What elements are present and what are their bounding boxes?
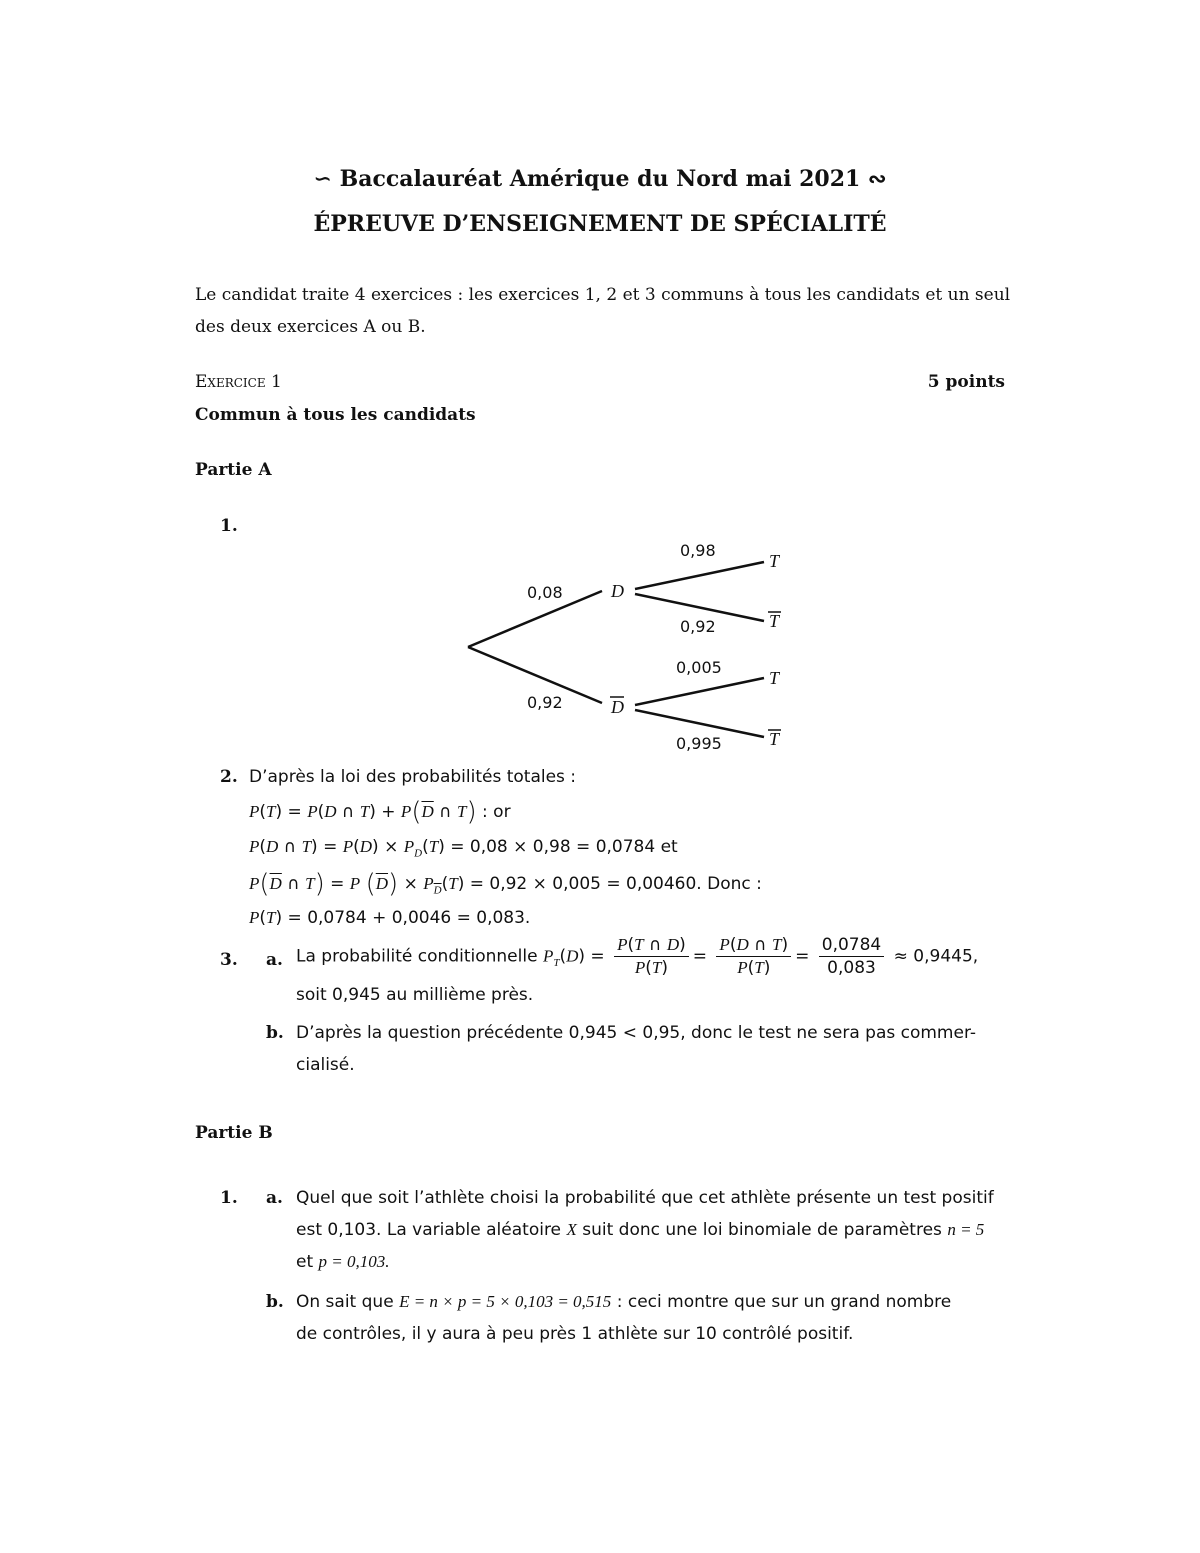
prob-notT-given-D: 0,92 — [680, 617, 716, 636]
exercise-points: 5 points — [927, 372, 1005, 392]
partB-a-label: a. — [266, 1188, 283, 1208]
prob-D: 0,08 — [527, 583, 563, 602]
prob-T-given-D: 0,98 — [680, 541, 716, 560]
partB-a-line-1: Quel que soit l’athlète choisi la probabilité que cet athlète présente un test positif — [296, 1188, 994, 1208]
ornament-right: ∾ — [868, 166, 887, 192]
partA-title: Partie A — [195, 460, 272, 480]
ornament-left: ∽ — [313, 166, 332, 192]
q3b-label: b. — [266, 1023, 284, 1043]
q2-line-2-end: = 0,08 × 0,98 = 0,0784 et — [450, 837, 678, 857]
title-text: Baccalauréat Amérique du Nord mai 2021 — [339, 166, 861, 192]
q2-line-3: $P(\overline{D}$ ∩ T) = P $(\overline{D}) \times P_{\overline{D}}(T) = 0,92 \times 0,005 = 0,00460$. Donc : — [249, 869, 762, 899]
q2-intro: D’après la loi des probabilités totales : — [249, 767, 577, 787]
node-notT-1: T — [769, 611, 780, 631]
q3a-label: a. — [266, 950, 283, 970]
partA-q2-number: 2. — [220, 767, 238, 787]
partB-b-line-2: de contrôles, il y aura à peu près 1 athlète sur 10 contrôlé positif. — [296, 1324, 854, 1344]
partB-q1-number: 1. — [220, 1188, 238, 1208]
q2-line-4-end: = 0,0784 + 0,0046 = 0,083. — [287, 908, 531, 928]
q3a-line-1: La probabilité conditionnelle $P_T(D)$ = $\frac{P(T \cap D)}{P(T)}$ = $\frac{P(D \cap T)}{P(T)}$ = $\frac{0,0784}{0,083}$ ≈ 0,9445, — [296, 935, 979, 978]
branch-notD-notT — [635, 710, 764, 737]
branch-D-T — [635, 562, 764, 589]
q3b-line-1: D’après la question précédente 0,945 < 0,95, donc le test ne sera pas commer- — [296, 1023, 976, 1043]
fraction-3: $\frac{0,0784}{0,083}$ — [819, 934, 884, 979]
exercise-title: Exercice 1 — [195, 372, 282, 392]
branch-notD-T — [635, 678, 764, 705]
q2-line-2: P(D ∩ $T) = P(D) \times P_D(T) = 0,08 \times 0,98 = 0,0784$ et — [249, 837, 678, 860]
node-T-1: T — [769, 551, 780, 571]
page-subtitle: ÉPREUVE D’ENSEIGNEMENT DE SPÉCIALITÉ — [313, 211, 887, 237]
fraction-2: $\frac{P(D \cap T)}{P(T)}$ — [716, 934, 791, 979]
partB-a-line-2: est 0,103. La variable aléatoire X suit donc une loi binomiale de paramètres n = 5 — [296, 1220, 985, 1240]
q2-line-3-end: = 0,92 × 0,005 = 0,00460. Donc : — [469, 874, 762, 894]
q3a-result: ≈ 0,9445, — [893, 946, 979, 967]
q3a-line-2: soit 0,945 au millième près. — [296, 985, 534, 1005]
node-notD: D — [611, 697, 624, 717]
node-notT-2: T — [769, 729, 780, 749]
partA-q3-number: 3. — [220, 950, 238, 970]
partA-q1-number: 1. — [220, 516, 238, 536]
intro-line-2: des deux exercices A ou B. — [195, 317, 426, 337]
partB-title: Partie B — [195, 1123, 273, 1143]
partB-a-line-3: et p = 0,103. — [296, 1252, 390, 1272]
q3a-text: La probabilité conditionnelle — [296, 946, 538, 967]
node-T-2: T — [769, 668, 780, 688]
intro-line-1: Le candidat traite 4 exercices : les exercices 1, 2 et 3 communs à tous les candidats et un seul — [195, 285, 1011, 305]
q3b-line-2: cialisé. — [296, 1055, 355, 1075]
node-D: D — [611, 581, 624, 601]
exercise-audience: Commun à tous les candidats — [195, 405, 476, 425]
partB-b-label: b. — [266, 1292, 284, 1312]
prob-notT-given-notD: 0,995 — [676, 734, 722, 753]
prob-notD: 0,92 — [527, 693, 563, 712]
partB-b-line-1: On sait que E = n × p = 5 × 0,103 = 0,515 : ceci montre que sur un grand nombre — [296, 1292, 952, 1312]
q2-line-1: P(T) = P(D ∩ $T) + P(\overline{D}$ ∩ T) : or — [249, 797, 511, 827]
q2-line-1-end: : or — [482, 802, 511, 822]
prob-T-given-notD: 0,005 — [676, 658, 722, 677]
q2-line-4: P(T) = 0,0784 + 0,0046 = 0,083. — [249, 908, 531, 928]
fraction-1: $\frac{P(T \cap D)}{P(T)}$ — [614, 934, 689, 979]
